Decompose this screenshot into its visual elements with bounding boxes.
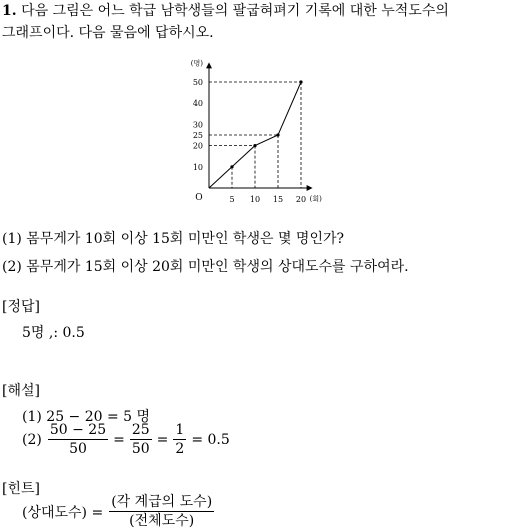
- fraction-3-denominator: 2: [175, 441, 185, 457]
- y-tick-label: 30: [192, 120, 203, 130]
- hint-fraction: [109, 494, 214, 529]
- data-point: [299, 80, 302, 83]
- data-point: [230, 165, 233, 168]
- y-tick-label: 10: [192, 162, 203, 172]
- hint-numerator: (각 계급의 도수): [111, 494, 213, 510]
- explanation-line-2-prefix: (2): [22, 431, 42, 448]
- hint-formula: [22, 494, 214, 529]
- question-2: (2) 몸무게가 15회 이상 20회 미만인 학생의 상대도수를 구하여라.: [2, 259, 409, 275]
- x-tick-label: 5: [229, 195, 235, 204]
- x-axis-arrow: [307, 185, 313, 191]
- cumulative-frequency-chart: [175, 50, 345, 210]
- problem-line-1: [2, 0, 449, 20]
- problem-text-1: 다음 그림은 어느 학급 남학생들의 팔굽혀펴기 기록에 대한 누적도수의: [21, 3, 449, 19]
- hint-denominator: (전체도수): [129, 513, 195, 529]
- problem-text-2: 그래프이다. 다음 물음에 답하시오.: [2, 25, 214, 41]
- data-point: [276, 133, 279, 136]
- x-tick-label: 20: [295, 195, 307, 204]
- y-tick-label: 40: [192, 99, 203, 109]
- y-axis-arrow: [206, 62, 212, 68]
- answer-header: [정답]: [2, 299, 40, 315]
- fraction-1-denominator: 50: [69, 441, 87, 457]
- problem-number: 1.: [2, 3, 17, 19]
- hint-lhs: (상대도수) =: [22, 504, 104, 521]
- explanation-line-1: (1) 25 − 20 = 5 명: [22, 409, 151, 425]
- origin-label: O: [195, 193, 203, 203]
- y-tick-label: 25: [192, 131, 203, 140]
- data-point: [253, 144, 256, 147]
- hint-header: [힌트]: [2, 481, 40, 497]
- question-1: (1) 몸무게가 10회 이상 15회 미만인 학생은 몇 명인가?: [2, 231, 344, 247]
- fraction-1: [48, 422, 108, 457]
- fraction-2-numerator: 25: [131, 422, 150, 438]
- fraction-1-numerator: 50 − 25: [49, 422, 107, 438]
- x-axis-label: (회): [309, 195, 322, 203]
- equals-sign-2: =: [156, 431, 169, 448]
- x-tick-label: 15: [272, 195, 284, 204]
- explanation-result: = 0.5: [191, 431, 230, 448]
- answer-text: 5명 ,: 0.5: [22, 325, 85, 341]
- y-axis-label: (명): [190, 59, 203, 68]
- fraction-2: [130, 422, 152, 457]
- fraction-2-denominator: 50: [131, 441, 150, 457]
- equals-sign-1: =: [113, 431, 125, 448]
- fraction-3: [173, 422, 186, 457]
- y-tick-label: 20: [192, 141, 203, 151]
- fraction-3-numerator: 1: [175, 422, 185, 438]
- explanation-line-2: [22, 422, 230, 457]
- x-tick-label: 10: [249, 195, 261, 204]
- explanation-header: [해설]: [2, 383, 40, 399]
- y-tick-label: 50: [192, 78, 203, 87]
